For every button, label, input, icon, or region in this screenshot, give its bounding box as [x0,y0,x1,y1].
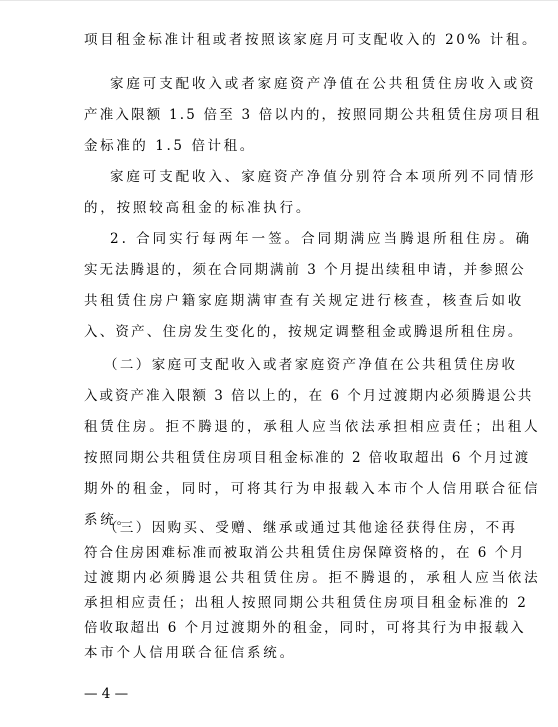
body-text-line: 产准入限额 1.5 倍至 3 倍以内的，按照同期公共租赁住房项目租 [84,107,542,123]
body-text-line: 金标准的 1.5 倍计租。 [84,138,256,154]
body-text-line: 倍收取超出 6 个月过渡期外的租金，同时，可将其行为申报载入 [84,620,526,636]
body-text-line: 符合住房困难标准而被取消公共租赁住房保障资格的，在 6 个月 [84,545,526,561]
body-text-line: 承担相应责任；出租人按照同期公共租赁住房项目租金标准的 2 [84,595,529,611]
body-text-line: 实无法腾退的，须在合同期满前 3 个月提出续租申请，并参照公 [84,262,526,278]
top-edge-divider [0,0,558,1]
body-text-line: 项目租金标准计租或者按照该家庭月可支配收入的 20% 计租。 [84,32,539,48]
body-text-line: 按照同期公共租赁住房项目租金标准的 2 倍收取超出 6 个月过渡 [84,450,531,466]
body-text-line: （二）家庭可支配收入或者家庭资产净值在公共租赁住房收 [104,357,518,373]
body-text-line: 2. 合同实行每两年一签。合同期满应当腾退所租住房。确 [110,231,533,247]
body-text-line: 家庭可支配收入或者家庭资产净值在公共租赁住房收入或资 [110,76,537,92]
body-text-line: 的，按照较高租金的标准执行。 [84,200,313,216]
page-number: — 4 — [84,686,129,702]
body-text-line: 期外的租金，同时，可将其行为申报载入本市个人信用联合征信 [84,481,541,497]
body-text-line: 共租赁住房户籍家庭期满审查有关规定进行核查，核查后如收 [84,293,525,309]
body-text-line: （三）因购买、受赠、继承或通过其他途径获得住房，不再 [104,520,518,536]
body-text-line: 租赁住房。拒不腾退的，承租人应当依法承担相应责任；出租人 [84,419,541,435]
body-text-line: 本市个人信用联合征信系统。 [84,645,296,661]
body-text-line: 入或资产准入限额 3 倍以上的，在 6 个月过渡期内必须腾退公共 [84,388,534,404]
body-text-line: 过渡期内必须腾退公共租赁住房。拒不腾退的，承租人应当依法 [84,570,541,586]
body-text-line: 入、资产、住房发生变化的，按规定调整租金或腾退所租住房。 [84,324,524,340]
body-text-line: 系统。 [84,512,133,528]
body-text-line: 家庭可支配收入、家庭资产净值分别符合本项所列不同情形 [110,169,537,185]
